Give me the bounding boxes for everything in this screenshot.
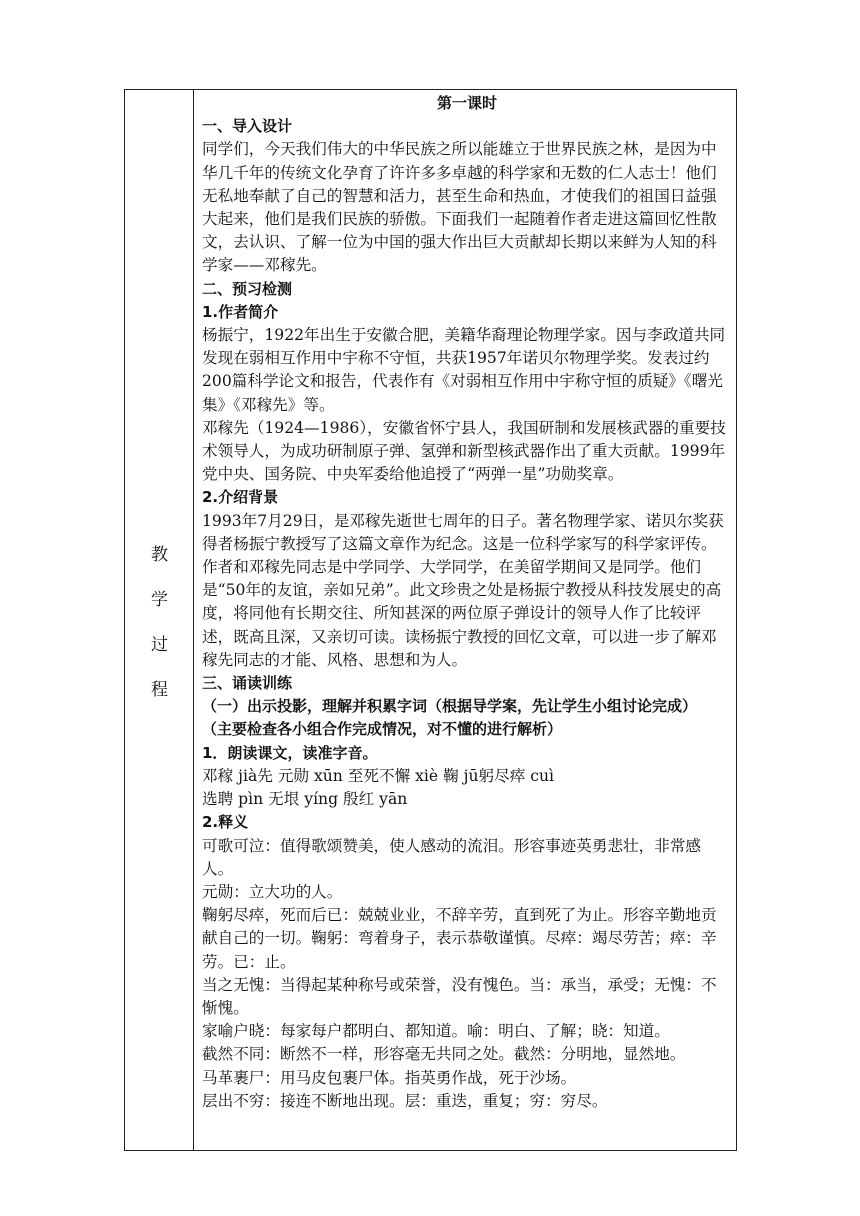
side-label-column	[125, 90, 194, 1150]
intro-paragraph: 同学们，今天我们伟大的中华民族之所以能雄立于世界民族之林，是因为中华几千年的传统文化孕育了许许多多卓越的科学家和无数的仁人志士！他们无私地奉献了自己的智慧和活力，甚至生命和热血，才使我们的祖国日益强大起来，他们是我们民族的骄傲。下面我们一起随着作者走进这篇回忆性散文，去认识、了解一位为中国的强大作出巨大贡献却长期以来鲜为人知的科学家——邓稼先。	[202, 140, 717, 275]
subsection-heading: 1．朗读课文，读准字音。	[202, 743, 378, 762]
subsection-heading: （一）出示投影，理解并积累字词（根据导学案，先让学生小组讨论完成）	[202, 697, 698, 716]
background-paragraph: 1993年7月29日，是邓稼先逝世七周年的日子。著名物理学家、诺贝尔奖获得者杨振宁教授写了这篇文章作为纪念。这是一位科学家写的科学家评传。作者和邓稼先同志是中学同学、大学同学，在美留学期间又是同学。他们是“50年的友谊，亲如兄弟”。此文珍贵之处是杨振宁教授从科技发展史的高度，将同他有长期交往、所知甚深的两位原子弹设计的领导人作了比较评述，既高且深，又亲切可读。读杨振宁教授的回忆文章，可以进一步了解邓稼先同志的才能、风格、思想和为人。	[202, 511, 724, 669]
definition-item: 马革裹尸：用马皮包裹尸体。指英勇作战，死于沙场。	[202, 1068, 577, 1087]
definition-item: 层出不穷：接连不断地出现。层：重迭，重复；穷：穷尽。	[202, 1091, 608, 1110]
side-label-char: 过	[151, 635, 168, 655]
section-heading: 三、诵读训练	[202, 674, 293, 693]
pronunciation-line: 邓稼 jià先 元勋 xūn 至死不懈 xiè 鞠 jū躬尽瘁 cuì	[202, 766, 555, 785]
definition-item: 可歌可泣：值得歌颂赞美，使人感动的流泪。形容事迹英勇悲壮，非常感人。	[202, 836, 702, 878]
subsection-note: （主要检查各小组合作完成情况，对不懂的进行解析）	[202, 720, 563, 739]
definition-item: 元勋：立大功的人。	[202, 882, 343, 901]
side-label-char: 学	[151, 590, 168, 610]
definition-item: 家喻户晓：每家每户都明白、都知道。喻：明白、了解；晓：知道。	[202, 1022, 670, 1041]
subject-paragraph: 邓稼先（1924—1986），安徽省怀宁县人，我国研制和发展核武器的重要技术领导人，为成功研制原子弹、氢弹和新型核武器作出了重大贡献。1999年党中央、国务院、中央军委给他追授了“两弹一星”功勋奖章。	[202, 418, 726, 484]
section-heading: 二、预习检测	[202, 279, 293, 298]
lesson-title: 第一课时	[436, 94, 497, 112]
side-label-char: 程	[151, 680, 168, 700]
definition-item: 截然不同：断然不一样，形容毫无共同之处。截然：分明地，显然地。	[202, 1045, 686, 1064]
subsection-heading: 1.作者简介	[202, 302, 279, 321]
subsection-heading: 2.释义	[202, 813, 249, 832]
section-heading: 一、导入设计	[202, 117, 293, 136]
author-paragraph: 杨振宁，1922年出生于安徽合肥，美籍华裔理论物理学家。因与李政道共同发现在弱相互作用中宇称不守恒，共获1957年诺贝尔物理学奖。发表过约200篇科学论文和报告，代表作有《对弱相互作用中宇称守恒的质疑》《曙光集》《邓稼先》等。	[202, 326, 726, 414]
definition-item: 鞠躬尽瘁，死而后已：兢兢业业，不辞辛劳，直到死了为止。形容辛勤地贡献自己的一切。鞠躬：弯着身子，表示恭敬谨慎。尽瘁：竭尽劳苦；瘁：辛劳。已：止。	[202, 906, 717, 971]
subsection-heading: 2.介绍背景	[202, 488, 279, 507]
pronunciation-line: 选聘 pìn 无垠 yíng 殷红 yān	[202, 790, 408, 809]
lesson-table	[124, 89, 737, 1151]
definition-item: 当之无愧：当得起某种称号或荣誉，没有愧色。当：承当，承受；无愧：不惭愧。	[202, 975, 717, 1017]
lesson-content	[202, 92, 732, 1148]
side-label-char: 教	[151, 545, 168, 565]
